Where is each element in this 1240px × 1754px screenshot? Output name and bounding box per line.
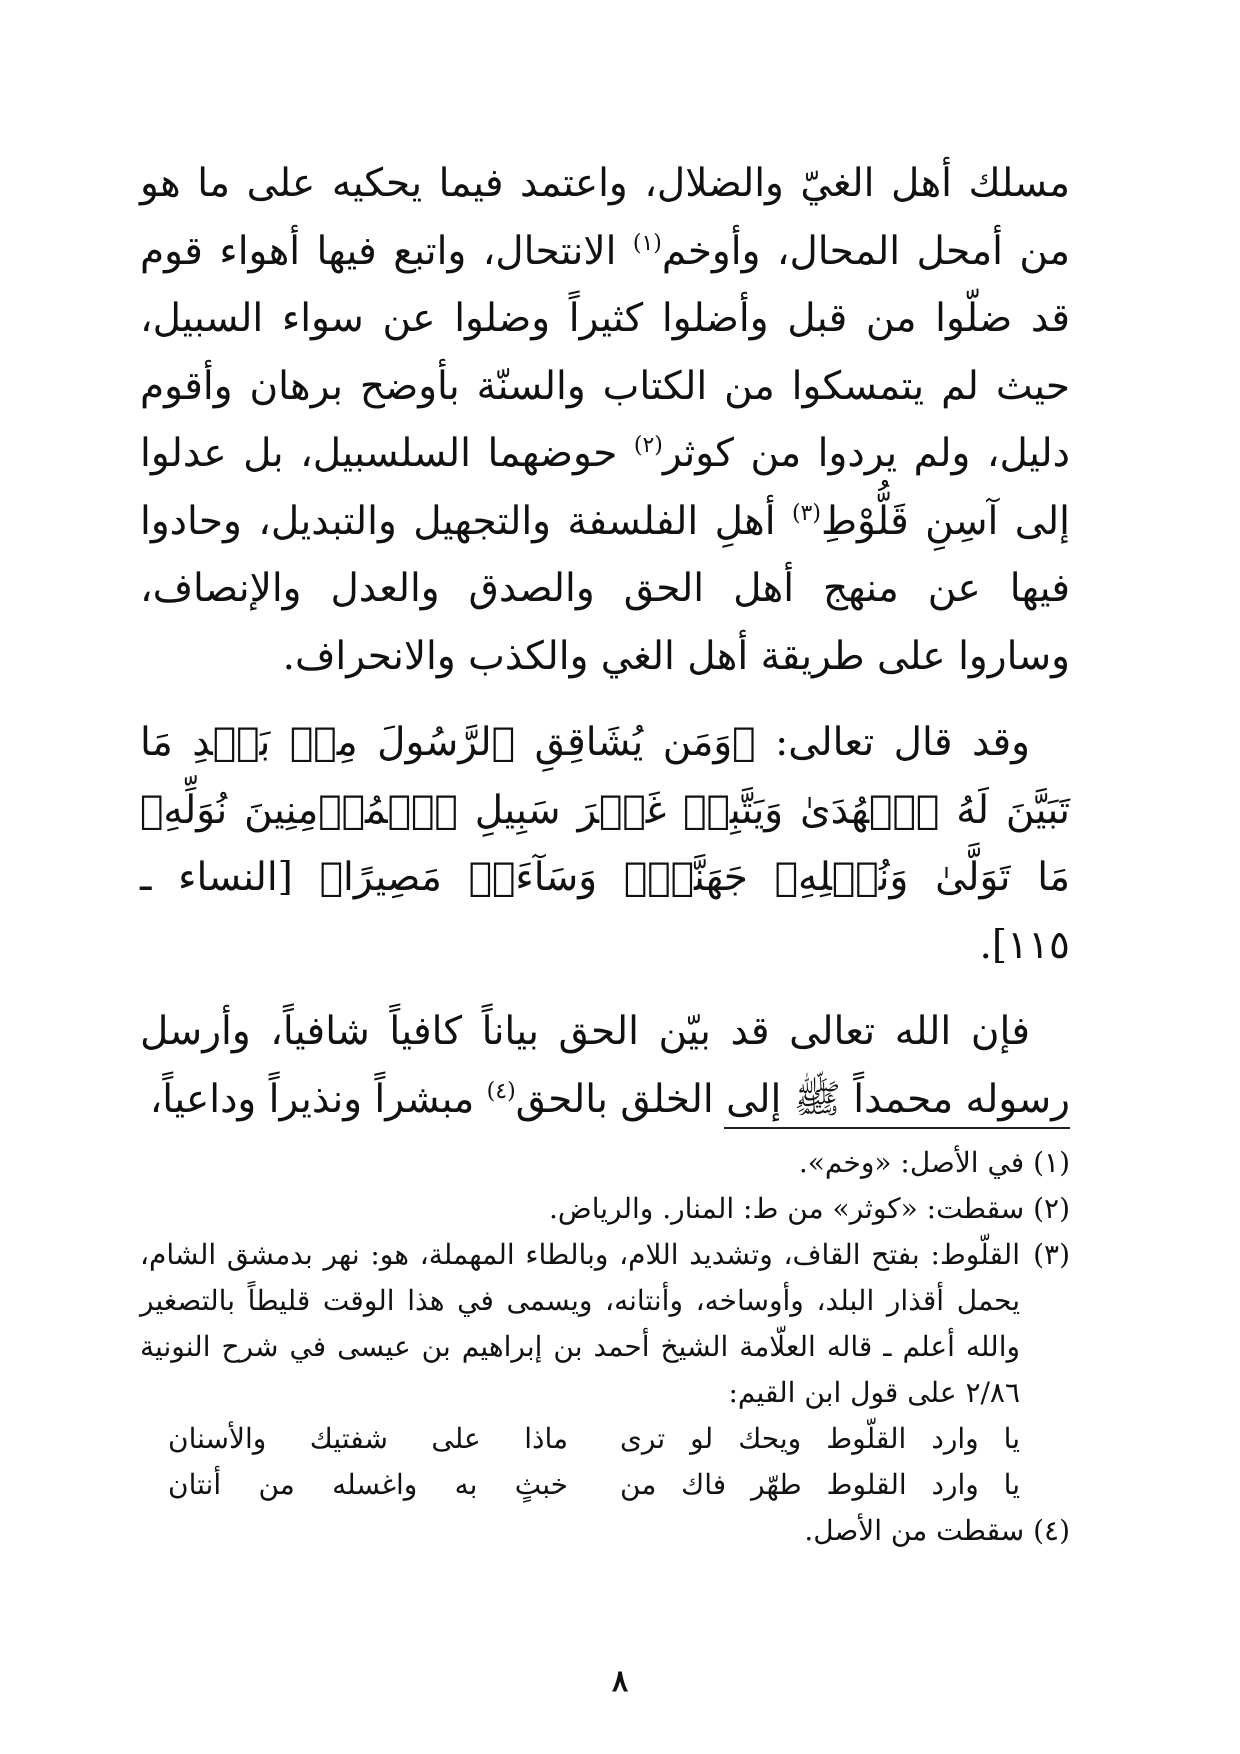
footnote-ref-2[interactable]: (٢) [633, 433, 663, 458]
poem-hemistich: يا وارد القلوط طهّر فاك من [620, 1468, 1020, 1501]
p2-intro: وقد قال تعالى: [755, 720, 1030, 765]
verse-citation: [النساء ـ ١١٥]. [140, 855, 1070, 968]
main-text [140, 150, 1070, 1133]
paragraph-3 [140, 998, 1070, 1133]
footnote-4: (٤) سقطت من الأصل. [804, 1514, 1070, 1547]
poem-verse-1 [140, 1416, 1020, 1462]
footnote-1: (١) في الأصل: «وخم». [798, 1146, 1070, 1179]
p1-text-c: حوضهما السلسبيل، بل عدلوا إلى آسِنِ قَلُّوْطِ [140, 431, 1070, 544]
footnote-ref-1[interactable]: (١) [632, 230, 662, 256]
footnote-ref-4[interactable]: (٤) [486, 1078, 516, 1104]
paragraph-2 [140, 709, 1070, 979]
poem [140, 1416, 1070, 1508]
poem-verse-2 [140, 1462, 1020, 1508]
page-number: ٨ [611, 1664, 629, 1699]
poem-hemistich: يا وارد القلّوط ويحك لو ترى [620, 1422, 1020, 1455]
poem-hemistich: خبثٍ به واغسله من أنتان [168, 1468, 568, 1501]
p3-text-a: فإن الله تعالى قد بيّن الحق بياناً كافياً شافياً، وأرسل رسوله محمداً ﷺ إلى الخلق بالحق [140, 1009, 1070, 1122]
p1-text-d: أهلِ الفلسفة والتجهيل والتبديل، وحادوا فيها عن منهج أهل الحق والصدق والعدل والإنصاف، وساروا على طريقة أهل الغي والكذب والانحراف. [140, 498, 1070, 679]
footnote-3-number: (٣) [1033, 1238, 1070, 1271]
p1-text-a: مسلك أهل الغيّ والضلال، واعتمد فيما يحكيه على ما هو من أمحل المحال، وأوخم [140, 161, 1070, 274]
footnote-ref-3[interactable]: (٣) [791, 500, 821, 526]
quran-verse: ﴿وَمَن يُشَاقِقِ ٱلرَّسُولَ مِنۢ بَعۡدِ مَا تَبَيَّنَ لَهُ ٱلۡهُدَىٰ وَيَتَّبِعۡ غَيۡرَ سَبِيلِ ٱلۡمُؤۡمِنِينَ نُوَلِّهِۦ مَا تَوَلَّىٰ وَنُصۡلِهِۦ جَهَنَّمَۖ وَسَآءَتۡ مَصِيرًا﴾ [140, 720, 1070, 900]
poem-hemistich: ماذا على شفتيك والأسنان [168, 1422, 568, 1455]
footnote-separator [724, 1127, 1070, 1129]
footnotes [140, 1140, 1070, 1554]
p1-text-b: الانتحال، واتبع فيها أهواء قوم قد ضلّوا من قبل وأضلوا كثيراً وضلوا عن سواء السبيل، حيث لم يتمسكوا من الكتاب والسنّة بأوضح برهان وأقوم دليل، ولم يردوا من كوثر [140, 228, 1070, 476]
paragraph-1 [140, 150, 1070, 690]
footnote-2: (٢) سقطت: «كوثر» من ط: المنار. والرياض. [548, 1192, 1070, 1225]
footnote-3 [140, 1232, 1070, 1508]
p3-text-b: مبشراً ونذيراً وداعياً، [149, 1076, 487, 1122]
footnote-3-body: القلّوط: بفتح القاف، وتشديد اللام، وبالطاء المهملة، هو: نهر بدمشق الشام، يحمل أقذار البلد، وأوساخه، وأنتانه، ويسمى في هذا الوقت قليطاً بالتصغير والله أعلم ـ قاله العلّامة الشيخ أحمد بن إبراهيم بن عيسى في شرح النونية ٢/٨٦ على قول ابن القيم: [140, 1238, 1020, 1409]
